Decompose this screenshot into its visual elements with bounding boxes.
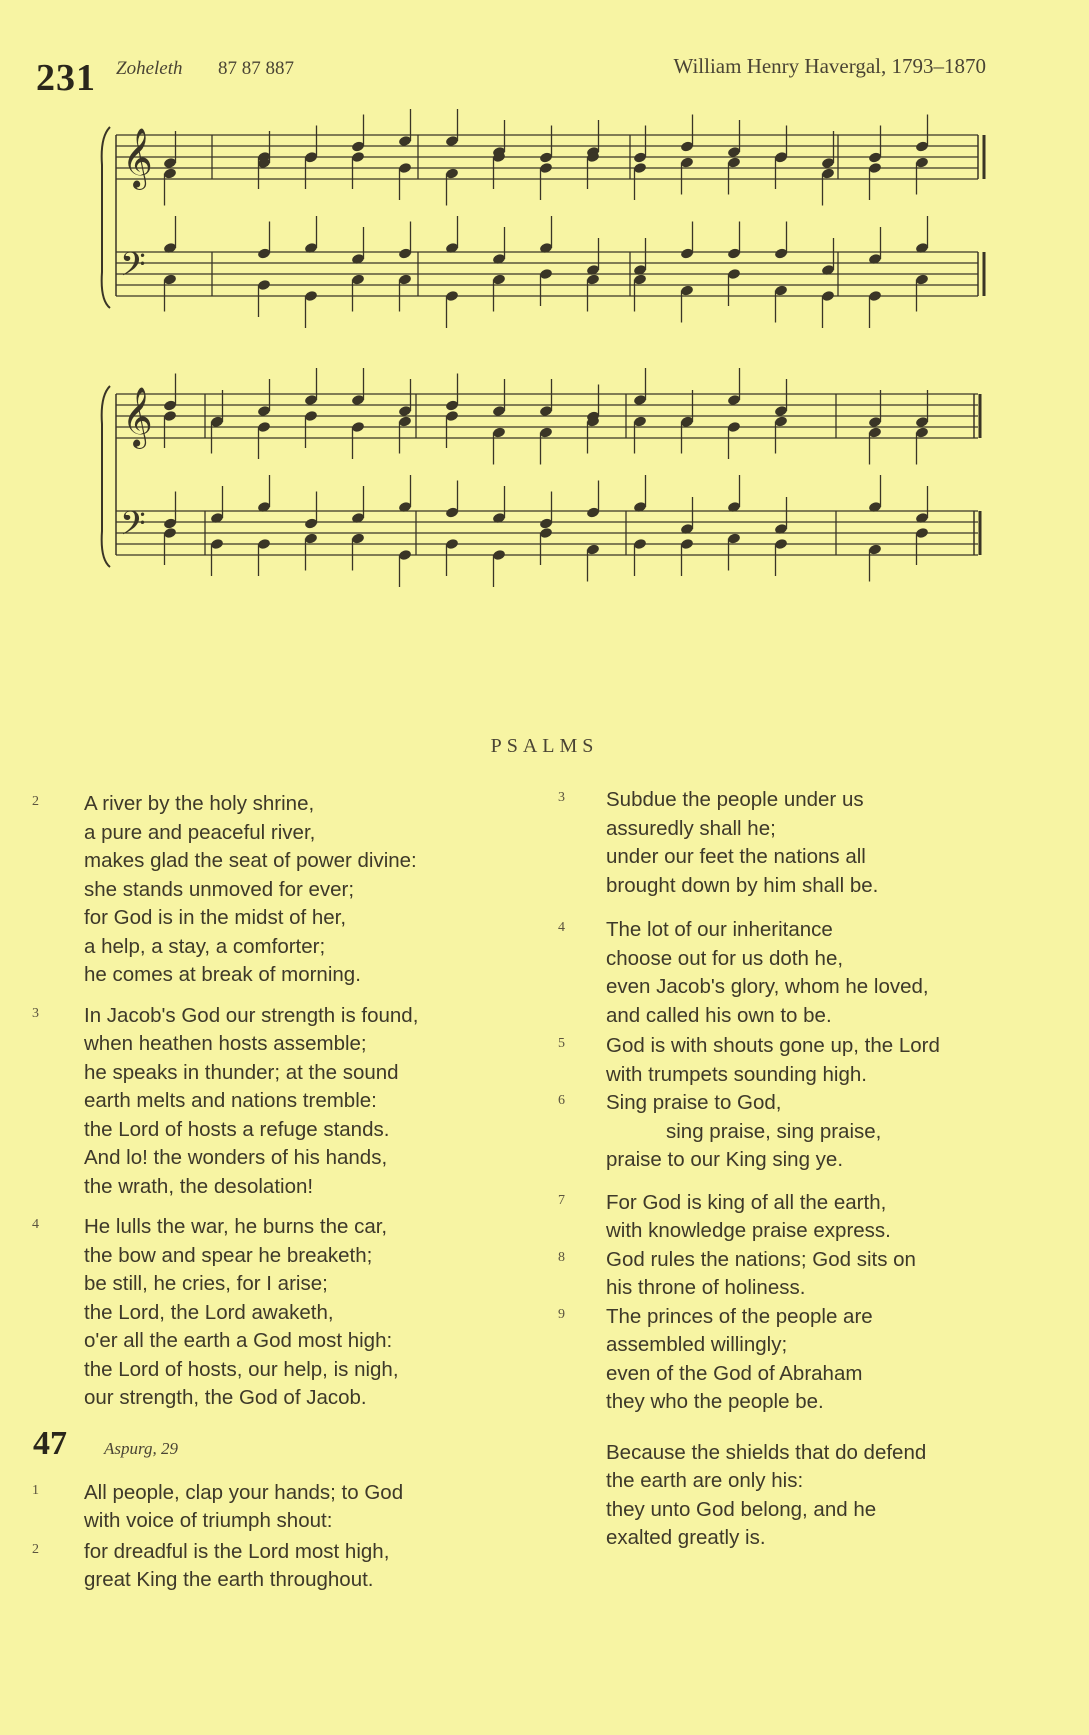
psalm-tune: Aspurg, 29 — [104, 1438, 178, 1458]
verse-line: praise to our King sing ye. — [606, 1148, 844, 1171]
verse-line: when heathen hosts assemble; — [84, 1032, 367, 1055]
bass-clef-icon: 𝄢 — [120, 505, 146, 551]
verse-4 — [560, 916, 1040, 1030]
verse-line: assembled willingly; — [606, 1333, 788, 1356]
verse-number: 3 — [32, 1005, 39, 1021]
right-column — [560, 786, 1040, 1553]
verse-line: even of the God of Abraham — [606, 1361, 863, 1385]
verse-5 — [560, 1032, 1040, 1089]
verse-3 — [34, 1002, 514, 1202]
verse-line: He lulls the war, he burns the car, — [84, 1215, 388, 1238]
verse-number: 2 — [32, 794, 39, 809]
verse-line: great King the earth throughout. — [84, 1568, 374, 1591]
verse-line: he speaks in thunder; at the sound — [84, 1060, 399, 1084]
verse-line: for dreadful is the Lord most high, — [84, 1539, 390, 1563]
verse-line: our strength, the God of Jacob. — [84, 1386, 367, 1409]
verse-line: o'er all the earth a God most high: — [84, 1329, 393, 1352]
verse-line: Because the shields that do defend — [606, 1440, 927, 1464]
verse-line: for God is in the midst of her, — [84, 906, 347, 929]
composer: William Henry Havergal, 1793–1870 — [673, 54, 986, 78]
verse-line: with knowledge praise express. — [606, 1219, 891, 1242]
verse-line: he comes at break of morning. — [84, 963, 361, 986]
bass-clef-icon: 𝄢 — [120, 246, 146, 292]
verse-number: 2 — [32, 1541, 39, 1557]
verse-line: brought down by him shall be. — [606, 873, 879, 897]
verse-line: A river by the holy shrine, — [84, 792, 315, 815]
left-column — [34, 790, 514, 1607]
verse-9 — [560, 1303, 1040, 1417]
verse-2 — [34, 790, 514, 990]
meter: 87 87 887 — [218, 58, 294, 79]
verse-line: God is with shouts gone up, the Lord — [606, 1034, 940, 1057]
verse-line: assuredly shall he; — [606, 816, 776, 840]
verse-line: they who the people be. — [606, 1390, 824, 1413]
verse-line: be still, he cries, for I arise; — [84, 1272, 328, 1295]
verse-number: 5 — [558, 1036, 565, 1051]
psalm-number: 47 — [33, 1424, 67, 1462]
verse-6 — [560, 1089, 1040, 1175]
psalm-verse-1 — [34, 1479, 514, 1536]
verse-line: the Lord, the Lord awaketh, — [84, 1300, 334, 1324]
verse-number: 4 — [32, 1217, 39, 1232]
verse-8 — [560, 1246, 1040, 1303]
system-brace — [102, 127, 110, 308]
verse-line: the wrath, the desolation! — [84, 1174, 314, 1198]
verse-line: a help, a stay, a comforter; — [84, 934, 326, 958]
treble-clef-icon: 𝄞 — [122, 387, 153, 447]
verse-line: The lot of our inheritance — [606, 918, 833, 941]
tune-name: Zoheleth — [116, 58, 183, 79]
verse-line: sing praise, sing praise, — [666, 1119, 882, 1143]
psalm-verse-2 — [34, 1538, 514, 1595]
verse-number: 4 — [558, 920, 565, 935]
verse-line: under our feet the nations all — [606, 845, 866, 868]
verse-number: 1 — [32, 1482, 39, 1498]
verse-line: she stands unmoved for ever; — [84, 877, 355, 901]
verse-line: and called his own to be. — [606, 1003, 832, 1027]
system-brace — [102, 386, 110, 567]
verse-number: 7 — [558, 1192, 565, 1208]
verse-line: the Lord of hosts a refuge stands. — [84, 1117, 390, 1141]
verse-line: Subdue the people under us — [606, 788, 864, 811]
verse-line: his throne of holiness. — [606, 1276, 806, 1299]
verse-number: 3 — [558, 790, 565, 805]
verse-line: makes glad the seat of power divine: — [84, 849, 417, 872]
verse-line: the Lord of hosts, our help, is nigh, — [84, 1357, 399, 1381]
verse-3 — [560, 786, 1040, 900]
verse-line: Sing praise to God, — [606, 1091, 782, 1114]
verse-line: All people, clap your hands; to God — [84, 1480, 404, 1504]
verse-4 — [34, 1213, 514, 1413]
verse-line: The princes of the people are — [606, 1304, 873, 1328]
verse-line: earth melts and nations tremble: — [84, 1089, 377, 1112]
verse-number: 9 — [558, 1306, 565, 1322]
verse-line: with voice of triumph shout: — [84, 1509, 333, 1532]
verse-line: And lo! the wonders of his hands, — [84, 1146, 388, 1169]
treble-clef-icon: 𝄞 — [122, 128, 153, 188]
closing-verse — [606, 1439, 1040, 1553]
verse-number: 6 — [558, 1093, 565, 1108]
hymn-number: 231 — [36, 57, 96, 99]
section-heading: PSALMS — [490, 735, 599, 757]
psalm-heading — [34, 1425, 514, 1479]
system-2 — [102, 368, 980, 587]
verse-line: with trumpets sounding high. — [606, 1062, 867, 1086]
verse-line: exalted greatly is. — [606, 1526, 766, 1549]
verse-line: even Jacob's glory, whom he loved, — [606, 975, 929, 998]
music-score — [0, 0, 1089, 600]
verse-line: choose out for us doth he, — [606, 946, 844, 970]
verse-number: 8 — [558, 1249, 565, 1265]
verse-7 — [560, 1189, 1040, 1246]
verse-line: the bow and spear he breaketh; — [84, 1243, 373, 1267]
verse-line: For God is king of all the earth, — [606, 1190, 887, 1214]
verse-line: a pure and peaceful river, — [84, 820, 316, 844]
verse-line: In Jacob's God our strength is found, — [84, 1003, 419, 1027]
verse-line: the earth are only his: — [606, 1469, 804, 1492]
verse-line: God rules the nations; God sits on — [606, 1247, 916, 1271]
system-1 — [102, 109, 984, 328]
verse-line: they unto God belong, and he — [606, 1497, 877, 1521]
